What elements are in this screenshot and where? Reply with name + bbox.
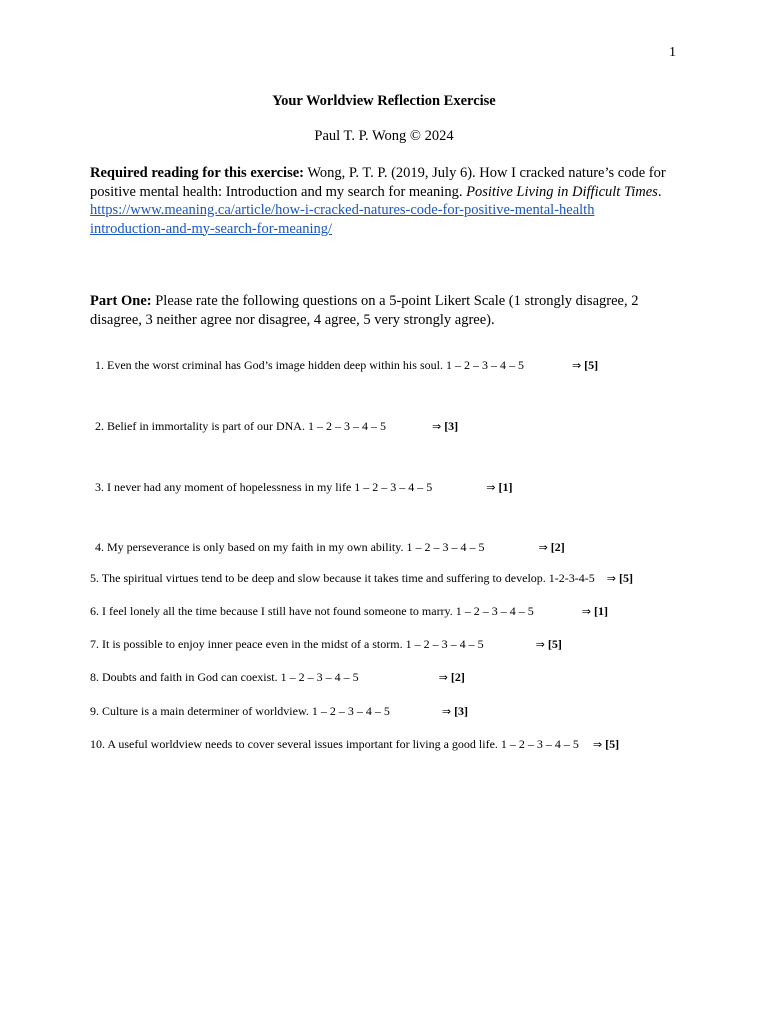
citation-punctuation: .	[657, 183, 662, 200]
page-number: 1	[669, 45, 676, 60]
question-item	[90, 670, 465, 685]
question-item	[95, 358, 598, 373]
question-answer: [3]	[444, 419, 459, 433]
question-answer: [2]	[550, 540, 565, 554]
arrow-icon: ⇒	[606, 572, 616, 585]
question-text: 9. Culture is a main determiner of worldview. 1 – 2 – 3 – 4 – 5	[90, 704, 390, 718]
question-text: 1. Even the worst criminal has God’s image hidden deep within his soul. 1 – 2 – 3 – 4 – 5	[95, 358, 524, 372]
question-item	[90, 704, 468, 719]
question-item	[95, 419, 458, 434]
required-reading-citation: Wong, P. T. P. (2019, July 6). How I cracked nature’s code for positive mental health: Introduction and my search for meaning.	[90, 165, 666, 200]
question-answer: [1]	[594, 604, 608, 618]
question-text: 3. I never had any moment of hopelessness in my life 1 – 2 – 3 – 4 – 5	[95, 480, 433, 494]
arrow-icon: ⇒	[431, 420, 442, 433]
question-answer: [5]	[605, 737, 620, 751]
journal-title: Positive Living in Difficult Times	[466, 183, 658, 200]
question-item	[95, 540, 565, 555]
question-text: 5. The spiritual virtues tend to be deep and slow because it takes time and suffering to develop. 1-2-3-4-5	[90, 571, 595, 585]
question-text: 4. My perseverance is only based on my faith in my own ability. 1 – 2 – 3 – 4 – 5	[95, 540, 485, 554]
required-reading-label: Required reading for this exercise:	[90, 165, 304, 181]
question-answer: [3]	[454, 704, 469, 718]
document-title: Your Worldview Reflection Exercise	[272, 93, 496, 109]
question-item	[90, 737, 619, 752]
author-line: Paul T. P. Wong © 2024	[314, 128, 454, 144]
arrow-icon: ⇒	[441, 705, 452, 718]
arrow-icon: ⇒	[538, 541, 548, 554]
arrow-icon: ⇒	[571, 359, 582, 372]
arrow-icon: ⇒	[535, 638, 545, 651]
question-text: 10. A useful worldview needs to cover several issues important for living a good life. 1 – 2 – 3 – 4 – 5	[90, 737, 579, 751]
arrow-icon: ⇒	[581, 605, 591, 618]
question-text: 7. It is possible to enjoy inner peace even in the midst of a storm. 1 – 2 – 3 – 4 – 5	[90, 637, 484, 651]
reading-link-line1: https://www.meaning.ca/article/how-i-cracked-natures-code-for-positive-mental-health	[90, 202, 595, 218]
question-item	[90, 637, 562, 652]
question-item	[90, 571, 633, 586]
reading-link-line2: introduction-and-my-search-for-meaning/	[90, 220, 333, 237]
question-item	[95, 480, 513, 495]
required-reading	[90, 164, 680, 238]
reading-link[interactable]	[90, 202, 594, 237]
question-answer: [5]	[584, 358, 599, 372]
arrow-icon: ⇒	[592, 738, 603, 751]
question-answer: [1]	[498, 480, 513, 494]
question-answer: [5]	[618, 571, 633, 585]
part-one-instructions	[90, 292, 680, 330]
question-item	[90, 604, 608, 619]
question-text: 2. Belief in immortality is part of our DNA. 1 – 2 – 3 – 4 – 5	[95, 419, 386, 433]
question-answer: [5]	[547, 637, 562, 651]
question-text: 8. Doubts and faith in God can coexist. 1 – 2 – 3 – 4 – 5	[90, 670, 359, 684]
part-one-text: Please rate the following questions on a 5-point Likert Scale (1 strongly disagree, 2 disagree, 3 neither agree nor disagree, 4 agree, 5 very strongly agree).	[90, 293, 639, 328]
question-text: 6. I feel lonely all the time because I still have not found someone to marry. 1 – 2 – 3 – 4 – 5	[90, 604, 534, 618]
part-one-label: Part One:	[90, 293, 152, 309]
question-answer: [2]	[450, 670, 465, 684]
arrow-icon: ⇒	[486, 481, 496, 494]
arrow-icon: ⇒	[438, 671, 448, 684]
